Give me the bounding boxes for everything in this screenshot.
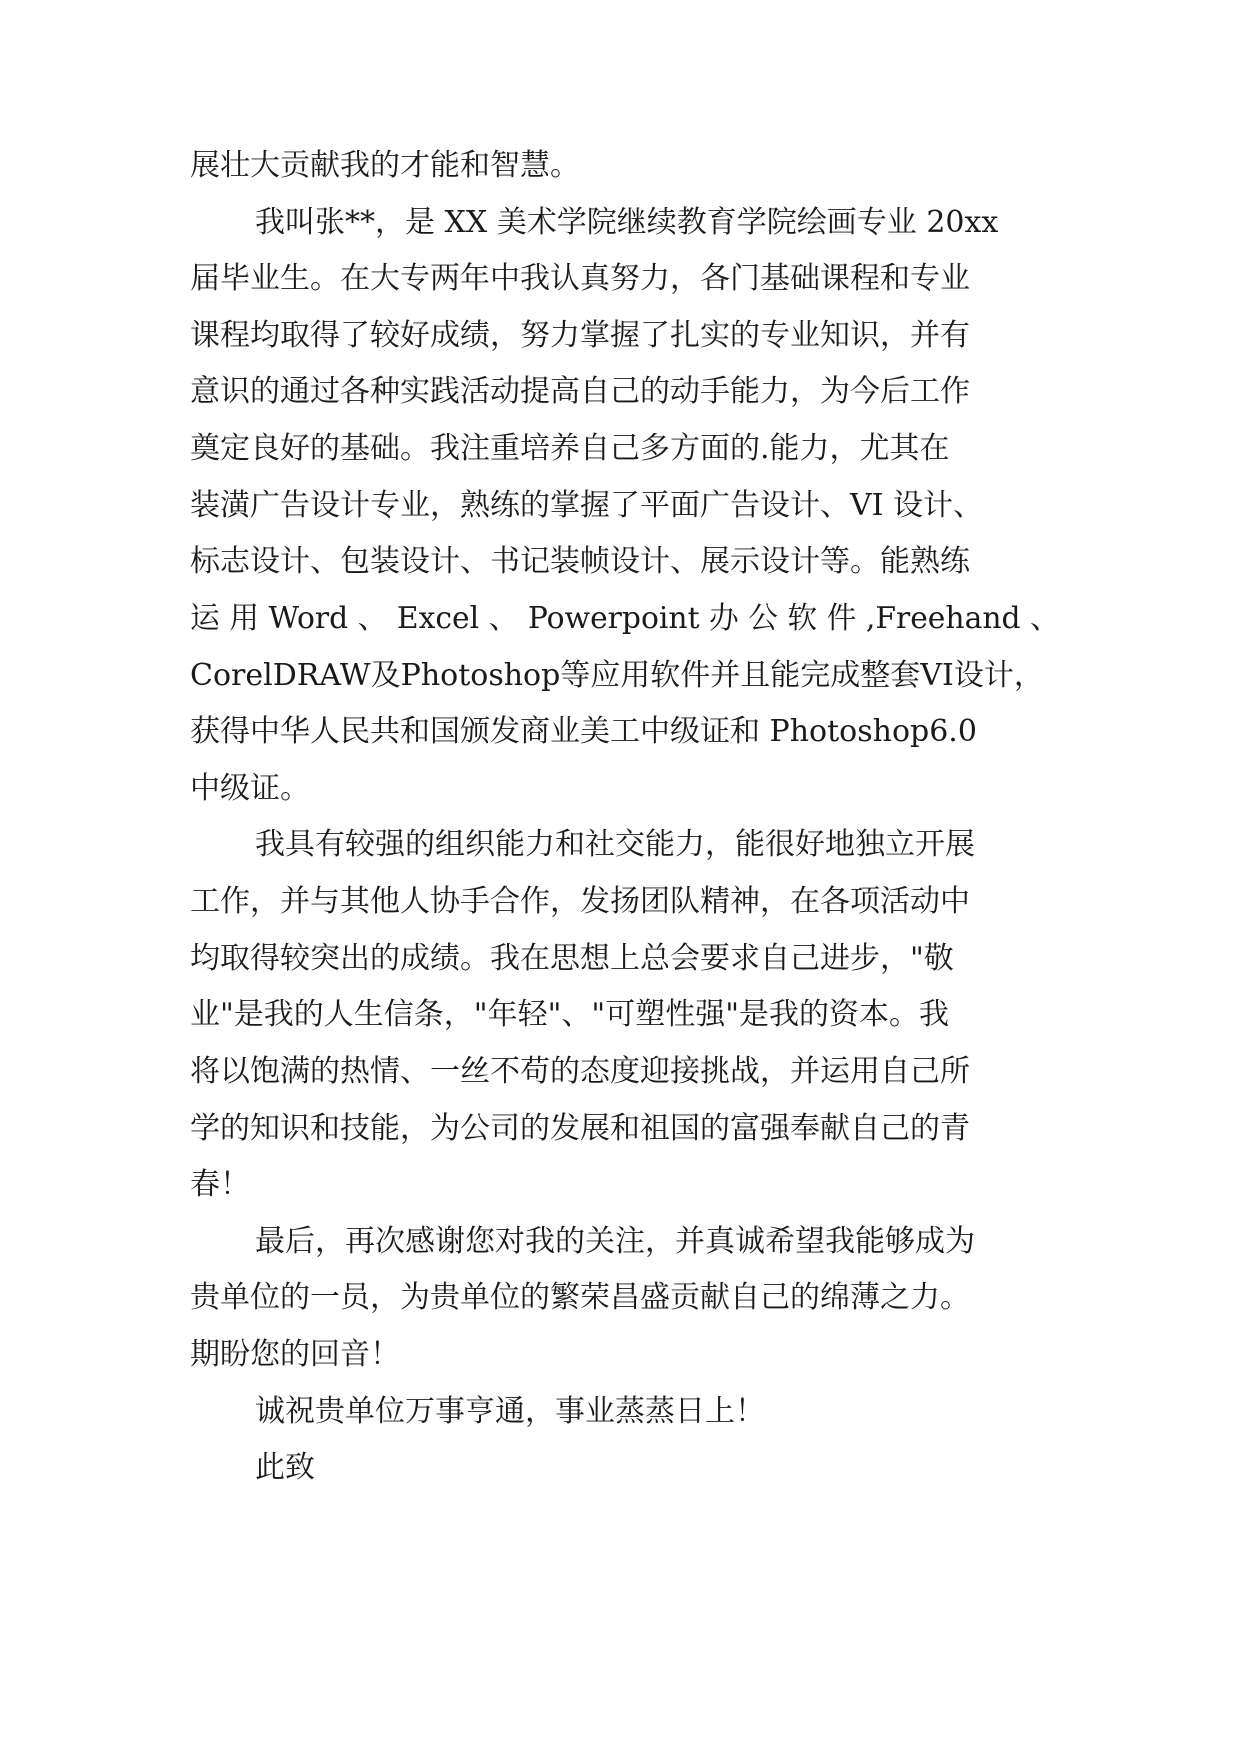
paragraph-intro-line-10: 获得中华人民共和国颁发商业美工中级证和 Photoshop6.0 xyxy=(190,714,977,749)
paragraph-intro-line-7: 标志设计、包装设计、书记装帧设计、展示设计等。能熟练 xyxy=(190,544,970,579)
text-line-1: 展壮大贡献我的才能和智慧。 xyxy=(190,148,580,183)
salutation-line: 此致 xyxy=(255,1450,315,1485)
paragraph-abilities-line-1: 我具有较强的组织能力和社交能力，能很好地独立开展 xyxy=(255,827,975,862)
paragraph-abilities-line-7: 春！ xyxy=(190,1167,250,1202)
paragraph-abilities-line-2: 工作，并与其他人协手合作，发扬团队精神，在各项活动中 xyxy=(190,884,970,919)
paragraph-intro-line-1: 我叫张**，是 XX 美术学院继续教育学院绘画专业 20xx xyxy=(255,205,999,240)
paragraph-intro-line-2: 届毕业生。在大专两年中我认真努力，各门基础课程和专业 xyxy=(190,261,970,296)
wishes-line: 诚祝贵单位万事亨通，事业蒸蒸日上！ xyxy=(255,1394,765,1429)
paragraph-intro-line-4: 意识的通过各种实践活动提高自己的动手能力，为今后工作 xyxy=(190,374,970,409)
paragraph-intro-line-11: 中级证。 xyxy=(190,771,310,806)
paragraph-intro-line-6: 装潢广告设计专业，熟练的掌握了平面广告设计、VI 设计、 xyxy=(190,488,984,523)
paragraph-closing-line-2: 贵单位的一员，为贵单位的繁荣昌盛贡献自己的绵薄之力。 xyxy=(190,1280,970,1315)
paragraph-abilities-line-5: 将以饱满的热情、一丝不苟的态度迎接挑战，并运用自己所 xyxy=(190,1054,970,1089)
paragraph-intro-line-3: 课程均取得了较好成绩，努力掌握了扎实的专业知识，并有 xyxy=(190,318,970,353)
paragraph-closing-line-1: 最后，再次感谢您对我的关注，并真诚希望我能够成为 xyxy=(255,1224,975,1259)
paragraph-abilities-line-6: 学的知识和技能，为公司的发展和祖国的富强奉献自己的青 xyxy=(190,1111,970,1146)
paragraph-intro-line-8: 运 用 Word 、 Excel 、 Powerpoint 办 公 软 件 ,Freehand 、 xyxy=(190,601,1060,636)
paragraph-intro-line-9: CorelDRAW及Photoshop等应用软件并且能完成整套VI设计， xyxy=(190,658,1044,693)
paragraph-intro-line-5: 奠定良好的基础。我注重培养自己多方面的.能力，尤其在 xyxy=(190,431,950,466)
paragraph-abilities-line-4: 业"是我的人生信条，"年轻"、"可塑性强"是我的资本。我 xyxy=(190,997,949,1032)
paragraph-abilities-line-3: 均取得较突出的成绩。我在思想上总会要求自己进步，"敬 xyxy=(190,941,954,976)
paragraph-closing-line-3: 期盼您的回音！ xyxy=(190,1337,400,1372)
